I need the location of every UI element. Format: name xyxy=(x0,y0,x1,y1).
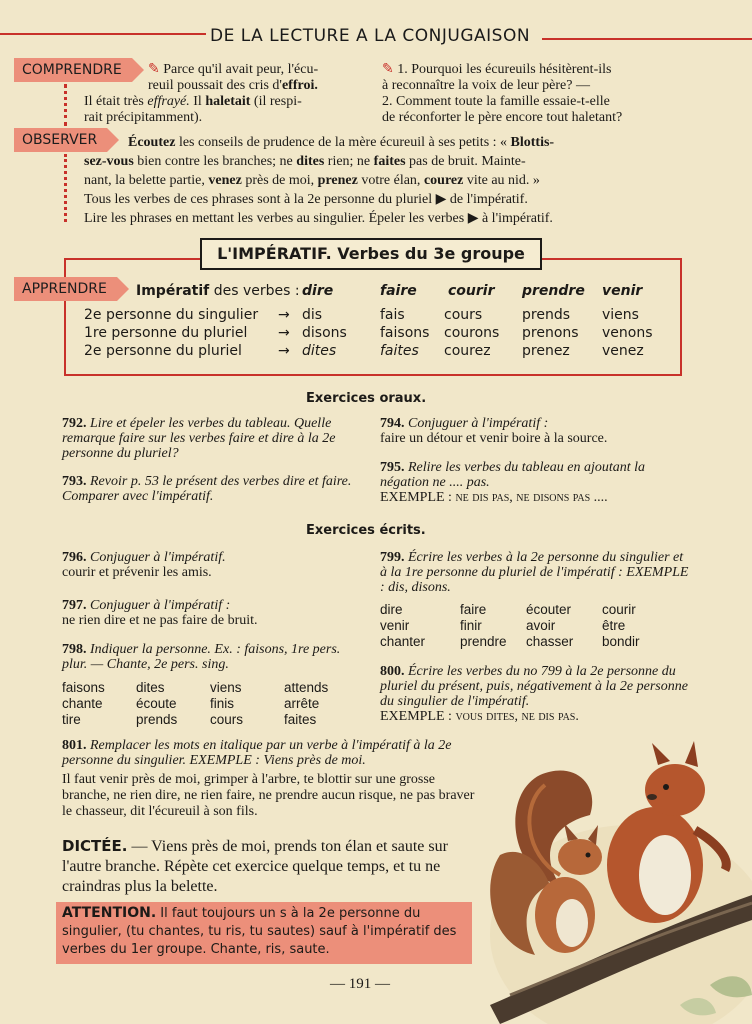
exercise-800: 800. Écrire les verbes du no 799 à la 2e personne du pluriel du présent, puis, négativement à la 2e personne du singulier de l'impératif. EXEMPLE : vous dites, ne dis pas. xyxy=(380,664,688,724)
arrow-icon: → xyxy=(278,307,290,323)
verb-dire: dire xyxy=(302,283,334,299)
word: finis xyxy=(210,696,235,711)
verb-prendre: prendre xyxy=(522,283,585,299)
word: chasser xyxy=(526,634,574,649)
word: écouter xyxy=(526,602,572,617)
exercise-793: 793. Revoir p. 53 le présent des verbes dire et faire. Comparer avec l'impératif. xyxy=(62,474,352,504)
cell: dites xyxy=(302,343,337,359)
word: attends xyxy=(284,680,329,695)
squirrel-illustration-svg xyxy=(480,735,752,1024)
word: bondir xyxy=(602,634,640,649)
cell: fais xyxy=(380,307,405,323)
cell: dis xyxy=(302,307,323,323)
cell: viens xyxy=(602,307,639,323)
word: courir xyxy=(602,602,636,617)
pencil-icon: ✎ xyxy=(148,62,160,77)
word: faites xyxy=(284,712,317,727)
imperatif-title: L'IMPÉRATIF. Verbes du 3e groupe xyxy=(200,238,542,270)
arrow-icon: → xyxy=(278,343,290,359)
dotted-rule xyxy=(64,84,67,126)
cell: venez xyxy=(602,343,644,359)
word: être xyxy=(602,618,626,633)
word: cours xyxy=(210,712,244,727)
word: finir xyxy=(460,618,482,633)
pencil-icon: ✎ xyxy=(382,62,394,77)
observer-text: Écoutez les conseils de prudence de la mère écureuil à ses petits : « Blottis- sez-vous bien contre les branches; ne dites rien; ne faites pas de bruit. Mainte- nant, la belette partie, venez près de moi, prenez votre élan, courez vite au nid. » Tous les verbes de ces phrases sont à la 2e personne du pluriel ▶ de l'impératif. Lire les phrases en mettant les verbes au singulier. Épeler les verbes ▶ à l'impératif. xyxy=(84,135,555,226)
box-top-rule xyxy=(64,258,200,260)
conjugation-header: Impératif des verbes : xyxy=(136,283,300,299)
arrow-icon: → xyxy=(278,325,290,341)
word: tire xyxy=(62,712,81,727)
exercise-799: 799. Écrire les verbes à la 2e personne du singulier et à la 1re personne du pluriel de l'impératif : EXEMPLE : dis, disons. xyxy=(380,550,689,595)
row-person: 1re personne du pluriel xyxy=(84,325,248,341)
word: faisons xyxy=(62,680,105,695)
exercise-792: 792. Lire et épeler les verbes du tableau. Quelle remarque faire sur les verbes faire et dire à la 2e personne du pluriel? xyxy=(62,416,336,461)
comprendre-questions: ✎ 1. Pourquoi les écureuils hésitèrent-ils à reconnaître la voix de leur père? — 2. Comment toute la famille essaie-t-elle de réconforter le père encore tout haletant? xyxy=(382,62,623,125)
cell: cours xyxy=(444,307,483,323)
exercise-794: 794. Conjuguer à l'impératif : faire un détour et venir boire à la source. xyxy=(380,416,608,446)
verb-courir: courir xyxy=(448,283,495,299)
cell: courez xyxy=(444,343,491,359)
exercise-799-words xyxy=(380,602,690,652)
word: viens xyxy=(210,680,242,695)
row-person: 2e personne du pluriel xyxy=(84,343,242,359)
exercise-798: 798. Indiquer la personne. Ex. : faisons, 1re pers. plur. — Chante, 2e pers. sing. xyxy=(62,642,341,672)
exercise-796: 796. Conjuguer à l'impératif. courir et prévenir les amis. xyxy=(62,550,226,580)
exercise-795: 795. Relire les verbes du tableau en ajoutant la négation ne .... pas. EXEMPLE : ne dis pas, ne disons pas .... xyxy=(380,460,646,505)
word: arrête xyxy=(284,696,320,711)
row-person: 2e personne du singulier xyxy=(84,307,259,323)
exercise-797: 797. Conjuguer à l'impératif : ne rien dire et ne pas faire de bruit. xyxy=(62,598,258,628)
cell: disons xyxy=(302,325,347,341)
section-heading-ecrits: Exercices écrits. xyxy=(306,523,426,538)
verb-faire: faire xyxy=(380,283,417,299)
word: avoir xyxy=(526,618,556,633)
cell: prenez xyxy=(522,343,570,359)
cell: prenons xyxy=(522,325,579,341)
comprendre-left-text-2: Il était très effrayé. Il haletait (il respi- rait précipitamment). xyxy=(84,94,302,125)
section-heading-oraux: Exercices oraux. xyxy=(306,391,427,406)
exercise-801-body: Il faut venir près de moi, grimper à l'arbre, te blottir sur une grosse branche, ne rien dire, ne rien faire, ne prendre aucun risque, ne pas braver le chasseur, dit l'écureuil à son fils. xyxy=(62,772,475,819)
attention-box: ATTENTION. Il faut toujours un s à la 2e personne du singulier, (tu chantes, tu ris, tu sautes) sauf à l'impératif des verbes du 1er groupe. Chante, ris, saute. xyxy=(56,902,472,964)
word: chanter xyxy=(380,634,426,649)
word: écoute xyxy=(136,696,177,711)
verb-venir: venir xyxy=(602,283,643,299)
word: venir xyxy=(380,618,410,633)
header-rule-left xyxy=(0,33,206,35)
exercise-798-words xyxy=(62,680,362,730)
header-rule-right xyxy=(542,38,752,40)
page-number: — 191 — xyxy=(330,976,390,992)
word: faire xyxy=(460,602,487,617)
cell: venons xyxy=(602,325,653,341)
exercise-801: 801. Remplacer les mots en italique par un verbe à l'impératif à la 2e personne du singulier. EXEMPLE : Viens près de moi. xyxy=(62,738,452,768)
page-header-title: DE LA LECTURE A LA CONJUGAISON xyxy=(210,26,531,46)
dotted-rule xyxy=(64,154,67,222)
word: prendre xyxy=(460,634,507,649)
word: dire xyxy=(380,602,403,617)
cell: prends xyxy=(522,307,571,323)
word: dites xyxy=(136,680,165,695)
box-top-rule xyxy=(542,258,682,260)
dictee: DICTÉE. — Viens près de moi, prends ton élan et saute sur l'autre branche. Répète cet exercice quelque temps, et tu ne craindras plus la belette. xyxy=(62,837,448,895)
word: chante xyxy=(62,696,103,711)
cell: faisons xyxy=(380,325,430,341)
tag-apprendre: APPRENDRE xyxy=(14,277,117,301)
word: prends xyxy=(136,712,178,727)
tag-observer: OBSERVER xyxy=(14,128,107,152)
tag-comprendre: COMPRENDRE xyxy=(14,58,132,82)
cell: courons xyxy=(444,325,500,341)
comprendre-left-text: ✎ Parce qu'il avait peur, l'écu- reuil poussait des cris d'effroi. xyxy=(148,62,319,93)
squirrel-illustration xyxy=(480,735,752,1024)
cell: faites xyxy=(380,343,419,359)
